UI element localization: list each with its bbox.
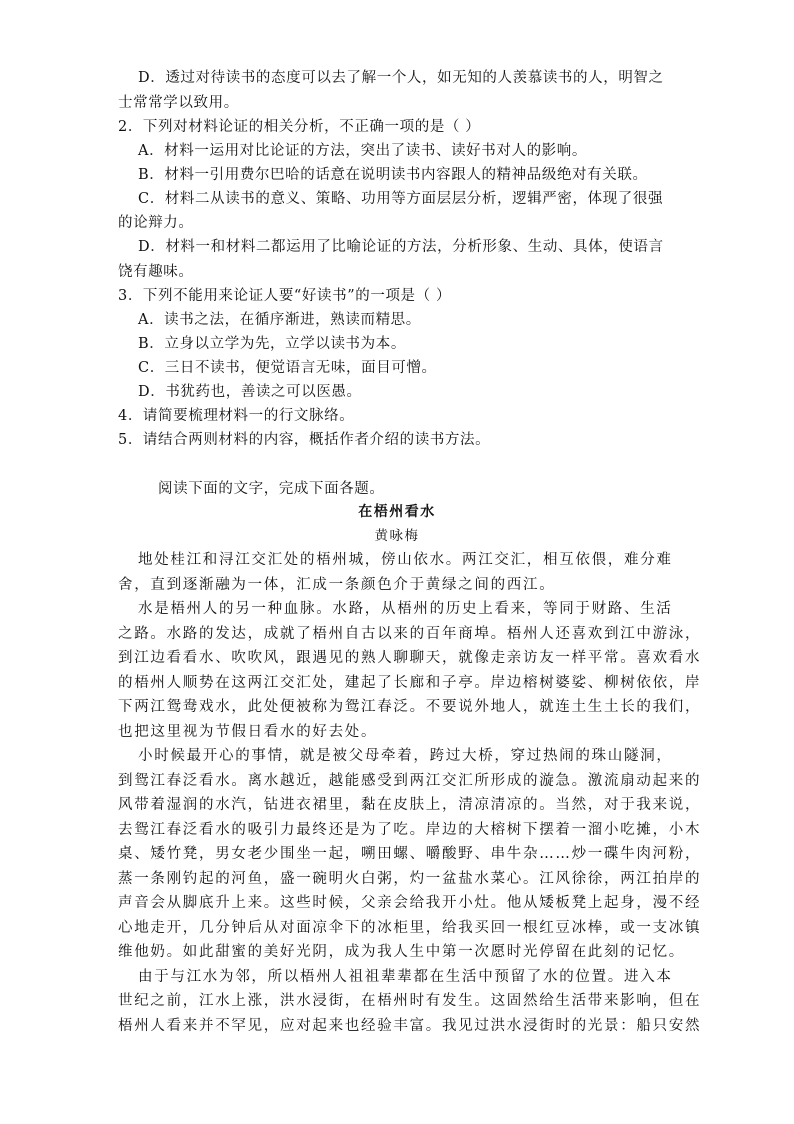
passage-line: 声音会从脚底升上来。这些时候，父亲会给我开小灶。他从矮板凳上起身，漫不经 — [118, 895, 702, 911]
q1-option-d-line2: 士常常学以致用。 — [118, 95, 239, 111]
q2-option-d-line1: D．材料一和材料二都运用了比喻论证的方法，分析形象、生动、具体，使语言 — [138, 239, 664, 255]
passage-line: 心地走开，几分钟后从对面凉伞下的冰柜里，给我买回一根红豆冰棒，或一支冰镇 — [118, 920, 702, 936]
passage-line: 世纪之前，江水上涨，洪水浸街，在梧州时有发生。这固然给生活带来影响，但在 — [118, 993, 702, 1009]
passage-line: 舍，直到逐渐融为一体，汇成一条颜色介于黄绿之间的西江。 — [118, 577, 556, 593]
passage-author: 黄咏梅 — [374, 528, 420, 544]
passage-title: 在梧州看水 — [358, 504, 436, 520]
passage-line: 蒸一条刚钓起的河鱼，盛一碗明火白粥，灼一盆盐水菜心。江风徐徐，两江拍岸的 — [118, 871, 702, 887]
q2-stem: 2．下列对材料论证的相关分析，不正确一项的是（ ） — [118, 119, 481, 135]
passage-line: 水是梧州人的另一种血脉。水路，从梧州的历史上看来，等同于财路、生活 — [138, 601, 673, 617]
q3-option-b: B．立身以立学为先，立学以读书为本。 — [138, 336, 406, 352]
passage-line: 到江边看看水、吹吹风，跟遇见的熟人聊聊天，就像走亲访友一样平常。喜欢看水 — [118, 650, 702, 666]
q2-option-b: B．材料一引用费尔巴哈的话意在说明读书内容跟人的精神品级绝对有关联。 — [138, 167, 648, 183]
q3-option-d: D．书犹药也，善读之可以医愚。 — [138, 384, 362, 400]
passage-line: 的梧州人顺势在这两江交汇处，建起了长廊和子亭。岸边榕树婆娑、柳树依依，岸 — [118, 675, 702, 691]
passage-line: 风带着湿润的水汽，钻进衣裙里，黏在皮肤上，清凉清凉的。当然，对于我来说， — [118, 797, 702, 813]
q1-option-d-line1: D．透过对待读书的态度可以去了解一个人，如无知的人羡慕读书的人，明智之 — [138, 70, 664, 86]
passage-line: 之路。水路的发达，成就了梧州自古以来的百年商埠。梧州人还喜欢到江中游泳， — [118, 626, 702, 642]
passage-line: 去鸳江春泛看水的吸引力最终还是为了吃。岸边的大榕树下摆着一溜小吃摊，小木 — [118, 822, 702, 838]
passage-line: 桌、矮竹凳，男女老少围坐一起，嗍田螺、嚼酸野、串牛杂……炒一碟牛肉河粉， — [118, 846, 702, 862]
passage-line: 到鸳江春泛看水。离水越近，越能感受到两江交汇所形成的漩急。激流扇动起来的 — [118, 773, 702, 789]
q2-option-a: A．材料一运用对比论证的方法，突出了读书、读好书对人的影响。 — [138, 143, 587, 159]
passage-line: 下两江鸳鸯戏水，此处便被称为鸳江春泛。不要说外地人，就连土生土长的我们， — [118, 699, 702, 715]
q2-option-d-line2: 饶有趣味。 — [118, 264, 194, 280]
passage-line: 梧州人看来并不罕见，应对起来也经验丰富。我见过洪水浸街时的光景：船只安然 — [118, 1018, 702, 1034]
q3-option-a: A．读书之法，在循序渐进，熟读而精思。 — [138, 312, 421, 328]
passage-line: 地处桂江和浔江交汇处的梧州城，傍山依水。两江交汇，相互依偎，难分难 — [138, 552, 673, 568]
reading-instruction: 阅读下面的文字，完成下面各题。 — [158, 481, 385, 497]
q3-option-c: C．三日不读书，便觉语言无味，面目可憎。 — [138, 360, 437, 376]
passage-line: 维他奶。如此甜蜜的美好光阴，成为我人生中第一次愿时光停留在此刻的记忆。 — [118, 944, 685, 960]
q4-question: 4．请简要梳理材料一的行文脉络。 — [118, 408, 355, 424]
q3-stem: 3．下列不能用来论证人要“好读书”的一项是（ ） — [118, 288, 452, 304]
q5-question: 5．请结合两则材料的内容，概括作者介绍的读书方法。 — [118, 432, 491, 448]
passage-line: 由于与江水为邻，所以梧州人祖祖辈辈都在生活中预留了水的位置。进入本 — [138, 969, 673, 985]
q2-option-c-line1: C．材料二从读书的意义、策略、功用等方面层层分析，逻辑严密，体现了很强 — [138, 191, 664, 207]
passage-line: 也把这里视为节假日看水的好去处。 — [118, 724, 378, 740]
passage-line: 小时候最开心的事情，就是被父母牵着，跨过大桥，穿过热闹的珠山隧洞， — [138, 748, 673, 764]
q2-option-c-line2: 的论辩力。 — [118, 215, 194, 231]
